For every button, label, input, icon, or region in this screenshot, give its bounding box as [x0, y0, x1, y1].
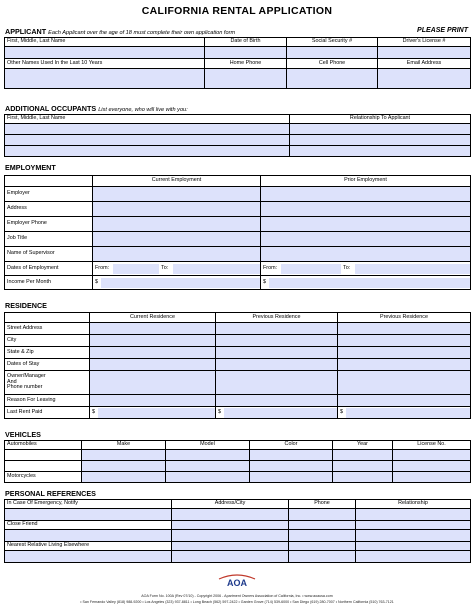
- prev1-owner-field[interactable]: [216, 371, 338, 395]
- automobiles-label: Automobiles: [5, 441, 82, 450]
- current-dates-row: [93, 262, 261, 276]
- address-city-label: Address/City: [172, 500, 289, 509]
- current-employer-phone-field[interactable]: [93, 217, 261, 232]
- prior-to-field[interactable]: [355, 264, 470, 274]
- occupant-name-field[interactable]: [5, 124, 290, 135]
- current-employment-label: Current Employment: [93, 176, 261, 187]
- applicant-note: Each Applicant over the age of 18 must complete their own application form: [48, 30, 236, 36]
- prior-supervisor-field[interactable]: [261, 247, 471, 262]
- email-field[interactable]: [378, 69, 471, 89]
- dob-label: Date of Birth: [205, 38, 287, 47]
- residence-heading: [5, 301, 47, 310]
- emergency-relationship-field[interactable]: [356, 509, 471, 521]
- current-rent-cell: [90, 407, 216, 419]
- relative-address-field[interactable]: [172, 542, 289, 551]
- year-label: Year: [333, 441, 393, 450]
- drivers-license-label: Driver's License #: [378, 38, 471, 47]
- prev2-rent-dollar: $: [340, 408, 343, 415]
- residence-table: [4, 312, 471, 419]
- cell-phone-field[interactable]: [287, 69, 378, 89]
- current-supervisor-field[interactable]: [93, 247, 261, 262]
- friend-address-field-2[interactable]: [172, 530, 289, 542]
- street-address-label: Street Address: [5, 323, 90, 335]
- current-state-zip-field[interactable]: [90, 347, 216, 359]
- home-phone-label: Home Phone: [205, 59, 287, 69]
- auto2-model-field[interactable]: [166, 461, 250, 472]
- last-rent-label: Last Rent Paid: [5, 407, 90, 419]
- prev1-rent-dollar: $: [218, 408, 221, 415]
- prev2-street-field[interactable]: [338, 323, 471, 335]
- auto1-color-field[interactable]: [250, 450, 333, 461]
- current-rent-field[interactable]: [98, 408, 215, 418]
- auto1-year-field[interactable]: [333, 450, 393, 461]
- current-from-label: From:: [95, 264, 110, 271]
- current-to-label: To:: [161, 264, 169, 271]
- current-income-dollar: $: [95, 278, 98, 285]
- moto-make-field[interactable]: [82, 472, 166, 483]
- current-job-title-field[interactable]: [93, 232, 261, 247]
- emergency-address-field[interactable]: [172, 509, 289, 521]
- prior-employment-label: Prior Employment: [261, 176, 471, 187]
- prev2-city-field[interactable]: [338, 335, 471, 347]
- supervisor-label: Name of Supervisor: [5, 247, 93, 262]
- friend-phone-field-2[interactable]: [289, 530, 356, 542]
- motorcycles-label: Motorcycles: [5, 472, 82, 483]
- owner-phone-line: Phone number: [7, 384, 43, 391]
- current-income-field[interactable]: [101, 278, 260, 288]
- prev1-rent-field[interactable]: [224, 408, 337, 418]
- employment-corner: [5, 176, 93, 187]
- friend-relationship-field-2[interactable]: [356, 530, 471, 542]
- aoa-logo: [215, 573, 259, 587]
- dob-field[interactable]: [205, 47, 287, 59]
- prev2-reason-field[interactable]: [338, 395, 471, 407]
- ref-relationship-label: Relationship: [356, 500, 471, 509]
- prev1-rent-cell: [216, 407, 338, 419]
- owner-manager-line: Owner/Manager: [7, 372, 46, 379]
- employer-label: Employer: [5, 187, 93, 202]
- previous-residence-label-2: Previous Residence: [338, 313, 471, 323]
- ssn-label: Social Security #: [287, 38, 378, 47]
- references-table: [4, 499, 471, 563]
- color-label: Color: [250, 441, 333, 450]
- prev1-dates-stay-field[interactable]: [216, 359, 338, 371]
- prior-employer-address-field[interactable]: [261, 202, 471, 217]
- occupant-relationship-label: Relationship To Applicant: [290, 115, 471, 124]
- applicant-name-label: First, Middle, Last Name: [5, 38, 205, 47]
- nearest-relative-label: Nearest Relative Living Elsewhere: [5, 542, 172, 551]
- employment-heading-text: EMPLOYMENT: [5, 163, 56, 172]
- current-residence-label: Current Residence: [90, 313, 216, 323]
- drivers-license-field[interactable]: [378, 47, 471, 59]
- employer-phone-label: Employer Phone: [5, 217, 93, 232]
- relative-phone-field-2[interactable]: [289, 551, 356, 563]
- prev2-owner-field[interactable]: [338, 371, 471, 395]
- occupant-name-field[interactable]: [5, 135, 290, 146]
- prev2-state-zip-field[interactable]: [338, 347, 471, 359]
- reason-leaving-label: Reason For Leaving: [5, 395, 90, 407]
- prior-income-dollar: $: [263, 278, 266, 285]
- prev1-street-field[interactable]: [216, 323, 338, 335]
- employment-heading: [5, 163, 56, 172]
- current-income-cell: [93, 276, 261, 290]
- auto2-make-field[interactable]: [82, 461, 166, 472]
- auto-blank: [5, 461, 82, 472]
- prior-employer-field[interactable]: [261, 187, 471, 202]
- relative-relationship-field-2[interactable]: [356, 551, 471, 563]
- other-names-field[interactable]: [5, 69, 205, 89]
- relative-phone-field[interactable]: [289, 542, 356, 551]
- employment-dates-label: Dates of Employment: [5, 262, 93, 276]
- prev1-state-zip-field[interactable]: [216, 347, 338, 359]
- applicant-name-field[interactable]: [5, 47, 205, 59]
- employer-address-label: Address: [5, 202, 93, 217]
- references-heading-text: PERSONAL REFERENCES: [5, 489, 96, 498]
- occupants-heading-text: ADDITIONAL OCCUPANTS: [5, 104, 97, 113]
- auto1-model-field[interactable]: [166, 450, 250, 461]
- occupants-heading: [5, 104, 188, 113]
- vehicles-heading: [5, 430, 41, 439]
- current-dates-stay-field[interactable]: [90, 359, 216, 371]
- residence-heading-text: RESIDENCE: [5, 301, 47, 310]
- prev2-rent-field[interactable]: [346, 408, 470, 418]
- other-names-label: Other Names Used In the Last 10 Years: [5, 59, 205, 69]
- prev1-reason-field[interactable]: [216, 395, 338, 407]
- auto1-license-field[interactable]: [393, 450, 471, 461]
- income-label: Income Per Month: [5, 276, 93, 290]
- current-employer-address-field[interactable]: [93, 202, 261, 217]
- current-city-field[interactable]: [90, 335, 216, 347]
- state-zip-label: State & Zip: [5, 347, 90, 359]
- relative-name-field[interactable]: [5, 551, 172, 563]
- current-street-field[interactable]: [90, 323, 216, 335]
- prior-income-cell: [261, 276, 471, 290]
- form-title: CALIFORNIA RENTAL APPLICATION: [141, 5, 333, 17]
- occupants-note: List everyone, who will live with you:: [98, 107, 188, 113]
- relative-relationship-field[interactable]: [356, 542, 471, 551]
- moto-color-field[interactable]: [250, 472, 333, 483]
- prev2-dates-stay-field[interactable]: [338, 359, 471, 371]
- job-title-label: Job Title: [5, 232, 93, 247]
- prior-job-title-field[interactable]: [261, 232, 471, 247]
- applicant-heading: [5, 27, 235, 36]
- residence-corner: [5, 313, 90, 323]
- friend-address-field[interactable]: [172, 521, 289, 530]
- friend-relationship-field[interactable]: [356, 521, 471, 530]
- current-owner-field[interactable]: [90, 371, 216, 395]
- close-friend-label: Close Friend: [5, 521, 172, 530]
- previous-residence-label-1: Previous Residence: [216, 313, 338, 323]
- home-phone-field[interactable]: [205, 69, 287, 89]
- occupant-relationship-field[interactable]: [290, 146, 471, 157]
- prior-dates-row: [261, 262, 471, 276]
- moto-license-field[interactable]: [393, 472, 471, 483]
- ref-phone-label: Phone: [289, 500, 356, 509]
- dates-of-stay-label: Dates of Stay: [5, 359, 90, 371]
- occupants-table: [4, 114, 471, 157]
- occupant-relationship-field[interactable]: [290, 124, 471, 135]
- city-label: City: [5, 335, 90, 347]
- auto2-year-field[interactable]: [333, 461, 393, 472]
- prior-income-field[interactable]: [269, 278, 470, 288]
- model-label: Model: [166, 441, 250, 450]
- applicant-table: [4, 37, 471, 89]
- prev2-rent-cell: [338, 407, 471, 419]
- owner-manager-label: [5, 371, 90, 395]
- moto-year-field[interactable]: [333, 472, 393, 483]
- auto2-license-field[interactable]: [393, 461, 471, 472]
- moto-model-field[interactable]: [166, 472, 250, 483]
- prior-from-field[interactable]: [281, 264, 341, 274]
- current-rent-dollar: $: [92, 408, 95, 415]
- emergency-phone-field[interactable]: [289, 509, 356, 521]
- ssn-field[interactable]: [287, 47, 378, 59]
- auto-blank: [5, 450, 82, 461]
- current-to-field[interactable]: [173, 264, 260, 274]
- prior-from-label: From:: [263, 264, 278, 271]
- owner-and-line: And: [7, 378, 17, 385]
- applicant-heading-text: APPLICANT: [5, 27, 47, 36]
- footer-copyright: AOA Form No. 100A (Rev 07/10) - Copyright 2006 - Apartment Owners Association of California, Inc. • www.aoausa.com: [141, 594, 333, 598]
- footer-offices: • San Fernando Valley (818) 988-9200 • Los Angeles (323) 937-8811 • Long Beach (562) 597-2422 • Garden Grove (714) 539-6000 • San Diego (619) 280-7007 • Northern California (510) 763-7121: [80, 600, 394, 604]
- email-label: Email Address: [378, 59, 471, 69]
- employment-table: [4, 175, 471, 290]
- auto2-color-field[interactable]: [250, 461, 333, 472]
- relative-address-field-2[interactable]: [172, 551, 289, 563]
- occupant-relationship-field[interactable]: [290, 135, 471, 146]
- current-reason-field[interactable]: [90, 395, 216, 407]
- make-label: Make: [82, 441, 166, 450]
- emergency-name-field[interactable]: [5, 509, 172, 521]
- current-employer-field[interactable]: [93, 187, 261, 202]
- current-from-field[interactable]: [113, 264, 159, 274]
- cell-phone-label: Cell Phone: [287, 59, 378, 69]
- logo-text: AOA: [227, 578, 247, 587]
- vehicles-table: [4, 440, 471, 483]
- prior-employer-phone-field[interactable]: [261, 217, 471, 232]
- prior-to-label: To:: [343, 264, 351, 271]
- vehicles-heading-text: VEHICLES: [5, 430, 41, 439]
- occupant-name-label: First, Middle, Last Name: [5, 115, 290, 124]
- prev1-city-field[interactable]: [216, 335, 338, 347]
- auto1-make-field[interactable]: [82, 450, 166, 461]
- please-print-label: PLEASE PRINT: [417, 27, 468, 34]
- references-heading: [5, 489, 96, 498]
- friend-name-field[interactable]: [5, 530, 172, 542]
- license-no-label: License No.: [393, 441, 471, 450]
- occupant-name-field[interactable]: [5, 146, 290, 157]
- friend-phone-field[interactable]: [289, 521, 356, 530]
- emergency-label: In Case Of Emergency, Notify: [5, 500, 172, 509]
